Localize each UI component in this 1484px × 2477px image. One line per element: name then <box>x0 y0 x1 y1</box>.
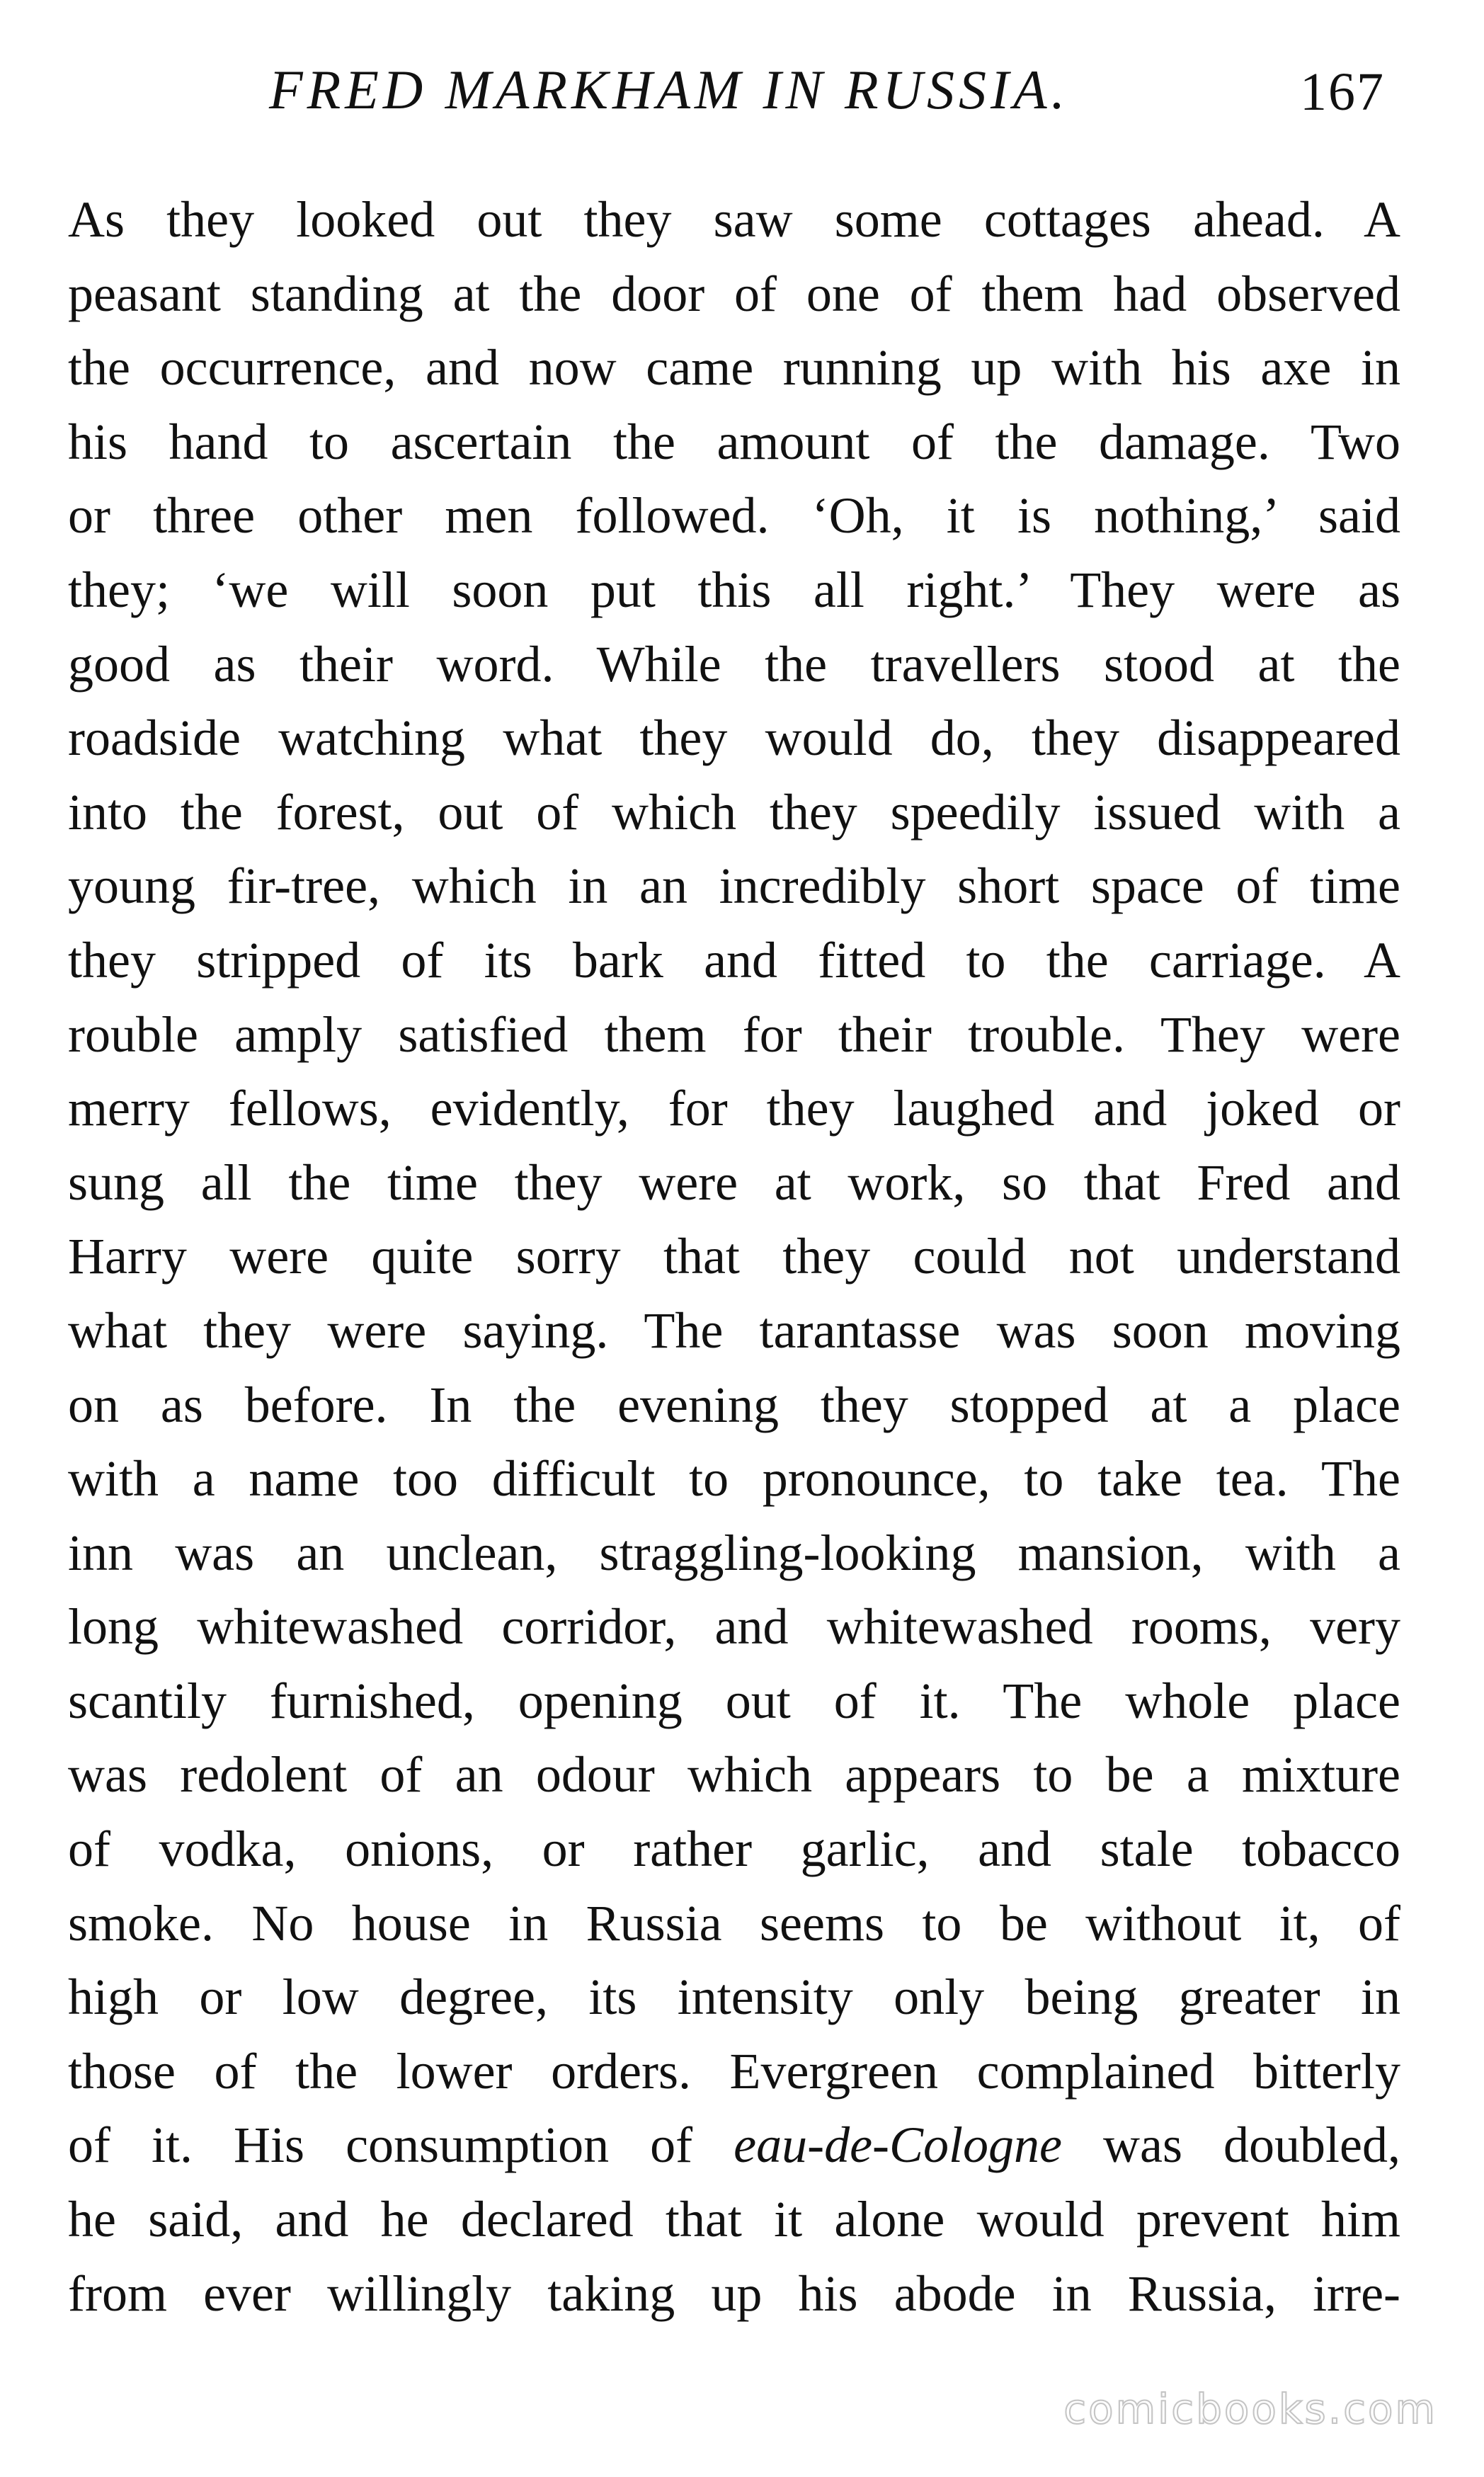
text-line: those of the lower orders. Evergreen complained bitterly <box>68 2042 1400 2100</box>
text-line: sung all the time they were at work, so that Fred and <box>68 1154 1400 1211</box>
text-line: on as before. In the evening they stopped at a place <box>68 1376 1400 1433</box>
italic-term: eau-de-Cologne <box>734 2117 1062 2174</box>
text-line: scantily furnished, opening out of it. The whole place <box>68 1672 1400 1729</box>
text-line: they; ‘we will soon put this all right.’ They were as <box>68 561 1400 618</box>
text-line: high or low degree, its intensity only being greater in <box>68 1969 1400 2026</box>
page-number: 167 <box>1300 62 1385 122</box>
text-line: rouble amply satisfied them for their trouble. They were <box>68 1006 1400 1063</box>
text-line: his hand to ascertain the amount of the damage. Two <box>68 413 1400 470</box>
text-line-with-italic <box>68 2115 1400 2190</box>
text-line: As they looked out they saw some cottages ahead. A <box>68 191 1400 248</box>
text-line: from ever willingly taking up his abode in Russia, irre- <box>68 2265 1400 2322</box>
text-line: he said, and he declared that it alone would prevent him <box>68 2191 1400 2248</box>
running-title: FRED MARKHAM IN RUSSIA. <box>269 59 1070 120</box>
text-line: or three other men followed. ‘Oh, it is nothing,’ said <box>68 487 1400 545</box>
text-line: of vodka, onions, or rather garlic, and stale tobacco <box>68 1821 1400 1878</box>
text-line: good as their word. While the travellers stood at the <box>68 635 1400 693</box>
text-line: Harry were quite sorry that they could not understand <box>68 1228 1400 1285</box>
text-line: young fir-tree, which in an incredibly short space of time <box>68 858 1400 915</box>
text-line: peasant standing at the door of one of them had observed <box>68 265 1400 322</box>
text-fragment: was doubled, <box>1062 2117 1401 2174</box>
text-line: merry fellows, evidently, for they laughed and joked or <box>68 1080 1400 1137</box>
text-line: the occurrence, and now came running up with his axe in <box>68 339 1400 397</box>
text-line: smoke. No house in Russia seems to be without it, of <box>68 1894 1400 1952</box>
body-text <box>68 190 1400 2338</box>
text-line: inn was an unclean, straggling-looking mansion, with a <box>68 1524 1400 1581</box>
text-line: they stripped of its bark and fitted to the carriage. A <box>68 931 1400 989</box>
text-line: was redolent of an odour which appears to be a mixture <box>68 1746 1400 1804</box>
text-line: with a name too difficult to pronounce, to take tea. The <box>68 1450 1400 1508</box>
watermark: comicbooks.com <box>1063 2385 1437 2433</box>
text-fragment: of it. His consumption of <box>68 2117 734 2174</box>
text-line: roadside watching what they would do, they disappeared <box>68 710 1400 767</box>
text-line: long whitewashed corridor, and whitewashed rooms, very <box>68 1598 1400 1656</box>
text-line: what they were saying. The tarantasse was soon moving <box>68 1302 1400 1359</box>
text-line: into the forest, out of which they speedily issued with a <box>68 783 1400 841</box>
